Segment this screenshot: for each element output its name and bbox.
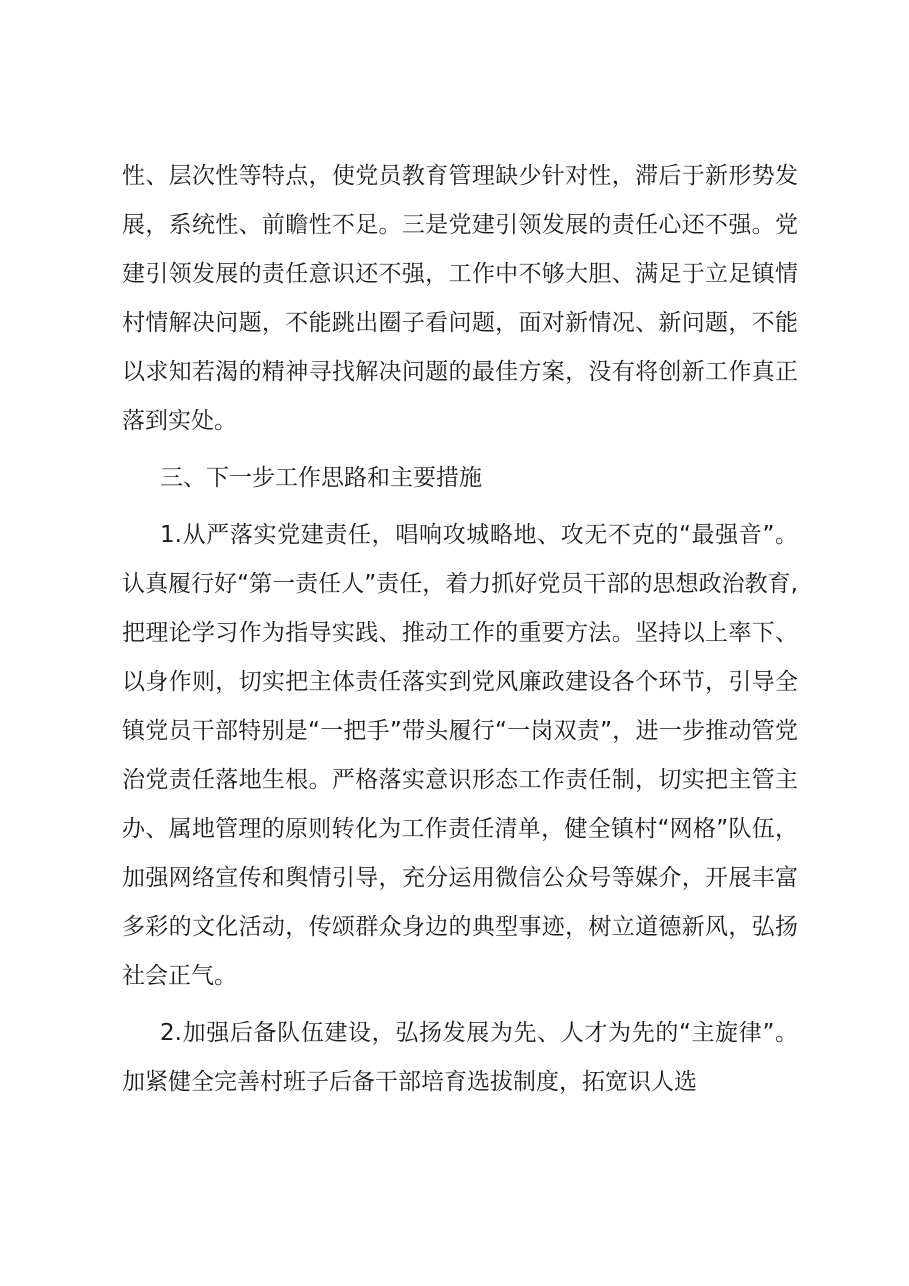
paragraph-measure-1: 1.从严落实党建责任，唱响攻城略地、攻无不克的“最强音”。认真履行好“第一责任人”责任，着力抓好党员干部的思想政治教育,把理论学习作为指导实践、推动工作的重要方法。坚持以上率下、以身作则，切实把主体责任落实到党风廉政建设各个环节，引导全镇党员干部特别是“一把手”带头履行“一岗双责”，进一步推动管党治党责任落地生根。严格落实意识形态工作责任制，切实把主管主办、属地管理的原则转化为工作责任清单，健全镇村“网格”队伍，加强网络宣传和舆情引导，充分运用微信公众号等媒介，开展丰富多彩的文化活动，传颂群众身边的典型事迹，树立道德新风，弘扬社会正气。	[122, 522, 798, 989]
paragraph-measure-2: 2.加强后备队伍建设，弘扬发展为先、人才为先的“主旋律”。加紧健全完善村班子后备干部培育选拔制度，拓宽识人选	[122, 1020, 798, 1095]
section-heading: 三、下一步工作思路和主要措施	[160, 465, 482, 491]
paragraph-continued: 性、层次性等特点，使党员教育管理缺少针对性，滞后于新形势发展，系统性、前瞻性不足。三是党建引领发展的责任心还不强。党建引领发展的责任意识还不强，工作中不够大胆、满足于立足镇情村情解决问题，不能跳出圈子看问题，面对新情况、新问题，不能以求知若渴的精神寻找解决问题的最佳方案，没有将创新工作真正落到实处。	[122, 163, 798, 434]
document-body	[122, 152, 798, 1107]
